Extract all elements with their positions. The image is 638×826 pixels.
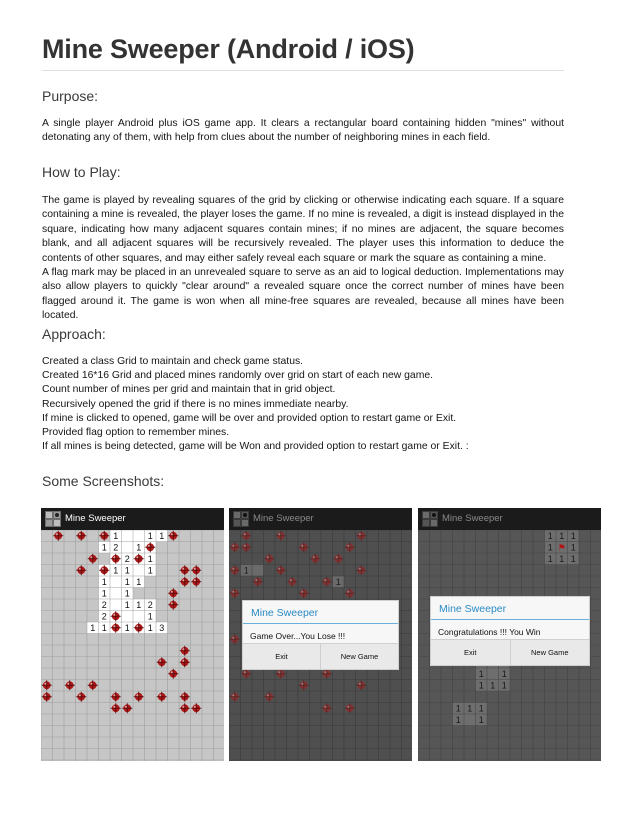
- dialog-buttons: [243, 643, 398, 669]
- dialog-title: Mine Sweeper: [251, 607, 319, 619]
- cell-number: 1: [478, 669, 484, 680]
- purpose-paragraph: A single player Android plus iOS game app. It clears a rectangular board containing hidden "mines" without detonating any of them, with help from clues about the number of neighboring mines in each field.: [42, 118, 564, 144]
- opened-cell: [110, 576, 121, 587]
- cell-number: 1: [124, 623, 130, 634]
- approach-heading: Approach:: [42, 326, 106, 342]
- approach-line: If mine is clicked to opened, game will be over and provided option to restart game or Exit.: [42, 412, 457, 424]
- cell-number: 1: [124, 600, 130, 611]
- dialog-message: Congratulations !!! You Win: [438, 627, 541, 637]
- cell-number: 2: [113, 542, 119, 553]
- cell-number: 1: [124, 588, 130, 599]
- cell-number: 1: [478, 715, 484, 726]
- screenshot-game-won: [418, 508, 601, 761]
- screenshots-heading: Some Screenshots:: [42, 473, 165, 489]
- flag-icon: ⚑: [557, 542, 566, 553]
- approach-line: Created a class Grid to maintain and check game status.: [42, 356, 304, 367]
- approach-line: Count number of mines per grid and maintain that in grid object.: [42, 384, 336, 396]
- cell-number: 1: [147, 565, 153, 576]
- cell-number: 3: [159, 623, 165, 634]
- exit-button[interactable]: Exit: [431, 640, 510, 665]
- purpose-heading: Purpose:: [42, 88, 99, 104]
- screenshot-game-over: [229, 508, 412, 761]
- cell-number: 1: [101, 588, 107, 599]
- cell-number: 1: [478, 703, 484, 714]
- opened-cell: [464, 714, 475, 725]
- win-dialog: [430, 596, 590, 666]
- cell-number: 1: [101, 577, 107, 588]
- new-game-button[interactable]: New Game: [320, 644, 398, 669]
- dialog-title: Mine Sweeper: [439, 603, 507, 615]
- action-bar: [41, 508, 224, 530]
- dialog-message: Game Over...You Lose !!!: [250, 631, 346, 641]
- opened-cell: [110, 588, 121, 599]
- minefield-grid[interactable]: [41, 530, 224, 761]
- cell-number: 1: [478, 680, 484, 691]
- approach-line: If all mines is being detected, game will be Won and provided option to restart game or Exit. :: [42, 441, 469, 453]
- game-over-dialog: [242, 600, 399, 670]
- cell-number: 1: [570, 531, 576, 542]
- exit-button[interactable]: Exit: [243, 644, 320, 669]
- opened-cell: [133, 611, 144, 622]
- cell-number: 1: [113, 565, 119, 576]
- screenshot-game-in-progress: [41, 508, 224, 761]
- dialog-buttons: [431, 639, 589, 665]
- new-game-button[interactable]: New Game: [510, 640, 590, 665]
- title-divider: [42, 70, 564, 71]
- opened-cell: [252, 565, 263, 576]
- opened-cell: [122, 542, 133, 553]
- app-title: Mine Sweeper: [442, 513, 503, 524]
- cell-number: 2: [124, 554, 130, 565]
- how-to-play-paragraph: A flag mark may be placed in an unrevealed square to serve as an aid to logical deduction. Implementations may also allow players to quickly "clear around" a revealed square once the correct number of mines have been flagged around it. The game is won when all mine-free squares are revealed, because all mines have been located.: [42, 267, 564, 322]
- opened-cell: [122, 611, 133, 622]
- cell-number: 1: [547, 542, 553, 553]
- approach-line: Provided flag option to remember mines.: [42, 427, 230, 439]
- how-to-play-paragraph: The game is played by revealing squares of the grid by clicking or otherwise indicating each square. If a square containing a mine is revealed, the player loses the game. If no mine is revealed, a digit is instead displayed in the square, indicating how many adjacent squares contain mines; if no mines are adjacent, the square becomes blank, and all adjacent squares will be recursively revealed. The player uses this information to deduce the contents of other squares, and may either safely reveal each square or mark the square as containing a mine.: [42, 195, 564, 264]
- action-bar: [229, 508, 412, 530]
- cell-number: 1: [559, 554, 565, 565]
- cell-number: 1: [147, 531, 153, 542]
- cell-number: 1: [547, 554, 553, 565]
- cell-number: 1: [136, 542, 142, 553]
- app-logo-icon: [422, 511, 438, 527]
- opened-cell: [133, 565, 144, 576]
- cell-number: 1: [243, 565, 249, 576]
- app-title: Mine Sweeper: [253, 513, 314, 524]
- approach-line: Recursively opened the grid if there is no mines immediate nearby.: [42, 398, 349, 410]
- dialog-divider: [243, 623, 398, 624]
- cell-number: 1: [455, 703, 461, 714]
- cell-number: 1: [547, 531, 553, 542]
- app-logo-icon: [45, 511, 61, 527]
- cell-number: 1: [124, 565, 130, 576]
- cell-number: 1: [570, 542, 576, 553]
- cell-number: 2: [147, 600, 153, 611]
- approach-line: Created 16*16 Grid and placed mines randomly over grid on start of each new game.: [42, 370, 434, 382]
- cell-number: 1: [455, 715, 461, 726]
- cell-number: 1: [159, 531, 165, 542]
- purpose-text: [42, 117, 564, 146]
- app-title: Mine Sweeper: [65, 513, 126, 524]
- cell-number: 1: [136, 600, 142, 611]
- cell-number: 1: [467, 703, 473, 714]
- opened-cell: [487, 668, 498, 679]
- cell-number: 1: [101, 623, 107, 634]
- cell-number: 1: [147, 611, 153, 622]
- cell-number: 1: [501, 680, 507, 691]
- opened-cell: [110, 599, 121, 610]
- cell-number: 1: [490, 680, 496, 691]
- how-to-play-text: [42, 194, 564, 324]
- dialog-divider: [431, 619, 589, 620]
- cell-number: 1: [570, 554, 576, 565]
- cell-number: 2: [101, 611, 107, 622]
- cell-number: 2: [101, 600, 107, 611]
- opened-cell: [122, 530, 133, 541]
- approach-list: [42, 355, 572, 454]
- action-bar: [418, 508, 601, 530]
- cell-number: 1: [90, 623, 96, 634]
- cell-number: 1: [101, 542, 107, 553]
- cell-number: 1: [501, 669, 507, 680]
- cell-number: 1: [147, 554, 153, 565]
- cell-number: 1: [335, 577, 341, 588]
- cell-number: 1: [559, 531, 565, 542]
- page-title: Mine Sweeper (Android / iOS): [42, 34, 415, 64]
- app-logo-icon: [233, 511, 249, 527]
- opened-cell: [133, 530, 144, 541]
- how-to-play-heading: How to Play:: [42, 164, 121, 180]
- cell-number: 1: [147, 623, 153, 634]
- cell-number: 1: [113, 531, 119, 542]
- cell-number: 1: [124, 577, 130, 588]
- cell-number: 1: [136, 577, 142, 588]
